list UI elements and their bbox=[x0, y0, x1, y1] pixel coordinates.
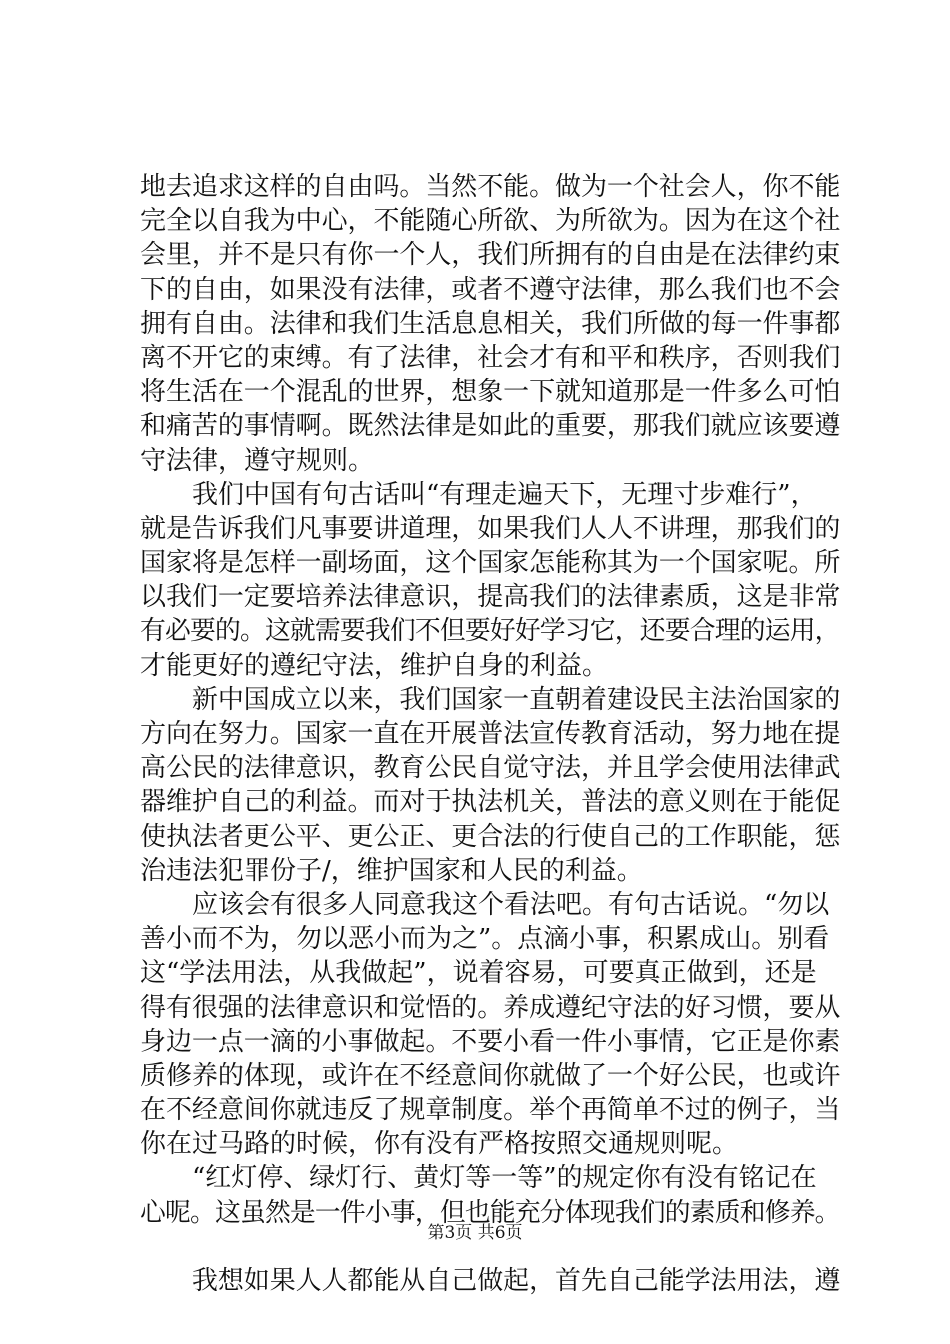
text-line: 守法律，遵守规则。 bbox=[140, 445, 375, 476]
text-line: 将生活在一个混乱的世界，想象一下就知道那是一件多么可怕 bbox=[140, 377, 841, 408]
text-line: 国家将是怎样一副场面，这个国家怎能称其为一个国家呢。所 bbox=[140, 548, 841, 579]
text-line: 新中国成立以来，我们国家一直朝着建设民主法治国家的 bbox=[140, 684, 841, 715]
text-line: 得有很强的法律意识和觉悟的。养成遵纪守法的好习惯，要从 bbox=[140, 992, 841, 1023]
text-line: 完全以自我为中心，不能随心所欲、为所欲为。因为在这个社 bbox=[140, 206, 841, 237]
text-line: 地去追求这样的自由吗。当然不能。做为一个社会人，你不能 bbox=[140, 172, 841, 202]
text-line: 应该会有很多人同意我这个看法吧。有句古话说。“勿以 bbox=[140, 889, 830, 920]
text-line: 身边一点一滴的小事做起。不要小看一件小事情，它正是你素 bbox=[140, 1026, 841, 1057]
text-line: 我们中国有句古话叫“有理走遍天下，无理寸步难行”， bbox=[140, 479, 817, 510]
text-line: 方向在努力。国家一直在开展普法宣传教育活动，努力地在提 bbox=[140, 719, 841, 749]
text-line: 我想如果人人都能从自己做起，首先自己能学法用法，遵 bbox=[140, 1266, 841, 1296]
text-line: 就是告诉我们凡事要讲道理，如果我们人人不讲理，那我们的 bbox=[140, 513, 841, 544]
page-number: 第3页 共6页 bbox=[427, 1223, 523, 1243]
text-line: “红灯停、绿灯行、黄灯等一等”的规定你有没有铭记在 bbox=[140, 1163, 817, 1194]
text-line: 有必要的。这就需要我们不但要好好学习它，还要合理的运用， bbox=[140, 616, 840, 647]
text-line: 质修养的体现，或许在不经意间你就做了一个好公民，也或许 bbox=[140, 1060, 841, 1091]
text-line: 才能更好的遵纪守法，维护自身的利益。 bbox=[140, 650, 609, 681]
text-line: 心呢。这虽然是一件小事，但也能充分体现我们的素质和修养。 bbox=[140, 1197, 840, 1228]
text-line: 离不开它的束缚。有了法律，社会才有和平和秩序，否则我们 bbox=[140, 342, 841, 373]
text-line: 拥有自由。法律和我们生活息息相关，我们所做的每一件事都 bbox=[140, 308, 841, 339]
text-line: 你在过马路的时候，你有没有严格按照交通规则呢。 bbox=[140, 1129, 739, 1160]
text-line: 在不经意间你就违反了规章制度。举个再简单不过的例子，当 bbox=[140, 1095, 841, 1126]
text-line: 器维护自己的利益。而对于执法机关，普法的意义则在于能促 bbox=[140, 787, 841, 818]
text-line: 会里，并不是只有你一个人，我们所拥有的自由是在法律约束 bbox=[140, 240, 841, 271]
body-text bbox=[140, 170, 840, 1298]
text-line: 治违法犯罪份子/，维护国家和人民的利益。 bbox=[140, 855, 643, 886]
text-line: 高公民的法律意识，教育公民自觉守法，并且学会使用法律武 bbox=[140, 753, 841, 784]
text-line: 这“学法用法，从我做起”，说着容易，可要真正做到，还是 bbox=[140, 958, 817, 989]
text-line: 使执法者更公平、更公正、更合法的行使自己的工作职能，惩 bbox=[140, 821, 841, 852]
text-line: 以我们一定要培养法律意识，提高我们的法律素质，这是非常 bbox=[140, 582, 841, 613]
text-line: 下的自由，如果没有法律，或者不遵守法律，那么我们也不会 bbox=[140, 274, 841, 305]
text-line: 善小而不为，勿以恶小而为之”。点滴小事，积累成山。别看 bbox=[140, 924, 830, 955]
text-line: 和痛苦的事情啊。既然法律是如此的重要，那我们就应该要遵 bbox=[140, 411, 841, 442]
